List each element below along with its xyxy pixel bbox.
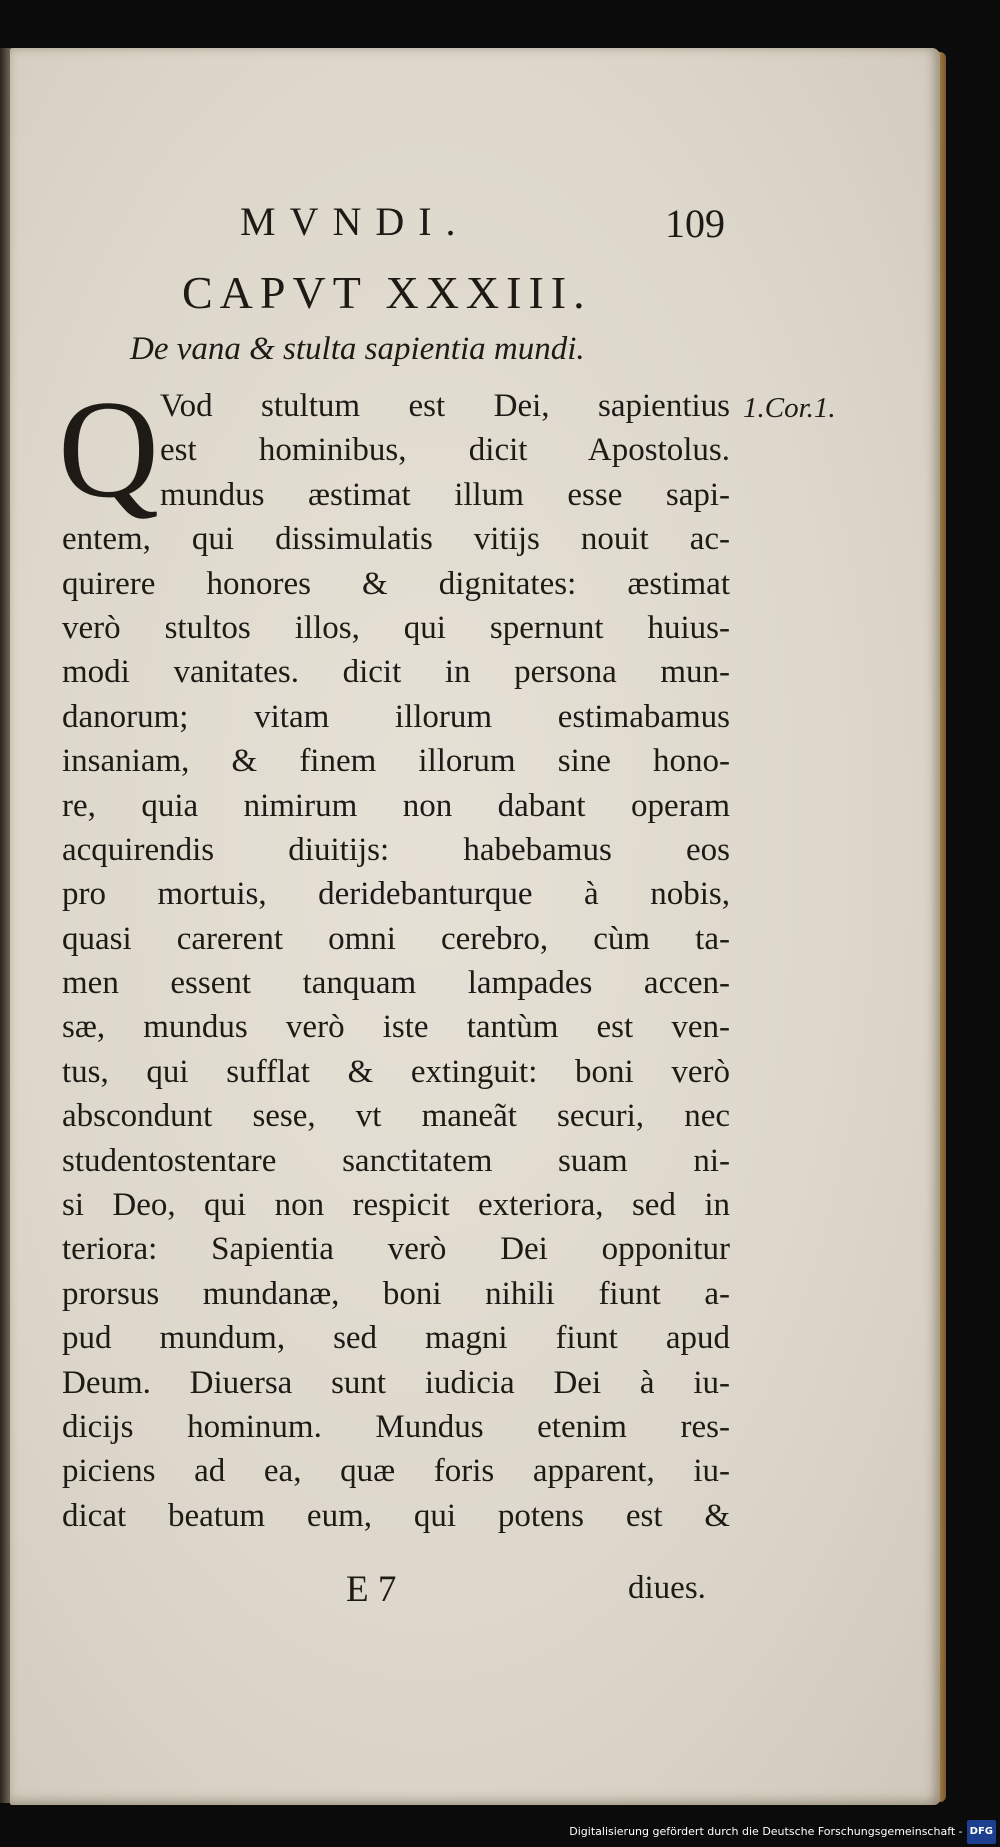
dfg-logo-icon: DFG xyxy=(967,1820,996,1844)
text-line: mundus æstimat illum esse sapi- xyxy=(160,476,730,513)
text-line: studentostentare sanctitatem suam ni- xyxy=(62,1142,730,1179)
text-line: entem, qui dissimulatis vitijs nouit ac- xyxy=(62,521,730,558)
signature-mark: E 7 xyxy=(346,1569,397,1610)
text-line: quasi carerent omni cerebro, cùm ta- xyxy=(62,920,730,957)
chapter-subtitle: De vana & stulta sapientia mundi. xyxy=(130,331,585,367)
text-line: sæ, mundus verò iste tantùm est ven- xyxy=(62,1009,730,1046)
catchword: diues. xyxy=(628,1570,706,1606)
text-line: prorsus mundanæ, boni nihili fiunt a- xyxy=(62,1275,730,1312)
text-line: si Deo, qui non respicit exteriora, sed in xyxy=(62,1187,730,1224)
text-line: modi vanitates. dicit in persona mun- xyxy=(62,654,730,691)
text-line: danorum; vitam illorum estimabamus xyxy=(62,698,730,735)
text-line: dicat beatum eum, qui potens est & xyxy=(62,1497,730,1534)
body-text xyxy=(62,384,730,1538)
text-line: Vod stultum est Dei, sapientius xyxy=(160,388,730,424)
text-line: quirere honores & dignitates: æstimat xyxy=(62,565,730,602)
text-line: acquirendis diuitijs: habebamus eos xyxy=(62,831,730,868)
text-line: teriora: Sapientia verò Dei opponitur xyxy=(62,1231,730,1268)
page-number: 109 xyxy=(665,201,725,246)
text-line: re, quia nimirum non dabant operam xyxy=(62,787,730,824)
chapter-title: CAPVT XXXIII. xyxy=(182,267,592,318)
text-line: pro mortuis, deridebanturque à nobis, xyxy=(62,876,730,913)
text-line: dicijs hominum. Mundus etenim res- xyxy=(62,1408,730,1445)
scan-credit xyxy=(569,1821,996,1843)
book-left-edge xyxy=(0,48,10,1803)
text-line: insaniam, & finem illorum sine hono- xyxy=(62,743,730,780)
text-line: verò stultos illos, qui spernunt huius- xyxy=(62,609,730,646)
drop-cap: Q xyxy=(58,372,160,527)
book-page xyxy=(10,48,940,1805)
scan-credit-text: Digitalisierung gefördert durch die Deutsche Forschungsgemeinschaft - xyxy=(569,1825,963,1838)
text-line: pud mundum, sed magni fiunt apud xyxy=(62,1320,730,1357)
running-head: MVNDI. xyxy=(240,199,470,244)
text-line: abscondunt sese, vt maneãt securi, nec xyxy=(62,1098,730,1135)
text-line: piciens ad ea, quæ foris apparent, iu- xyxy=(62,1453,730,1490)
margin-note: 1.Cor.1. xyxy=(743,392,836,424)
text-line: est hominibus, dicit Apostolus. xyxy=(160,432,730,469)
text-line: tus, qui sufflat & extinguit: boni verò xyxy=(62,1053,730,1090)
text-line: Deum. Diuersa sunt iudicia Dei à iu- xyxy=(62,1364,730,1401)
text-line: men essent tanquam lampades accen- xyxy=(62,965,730,1002)
